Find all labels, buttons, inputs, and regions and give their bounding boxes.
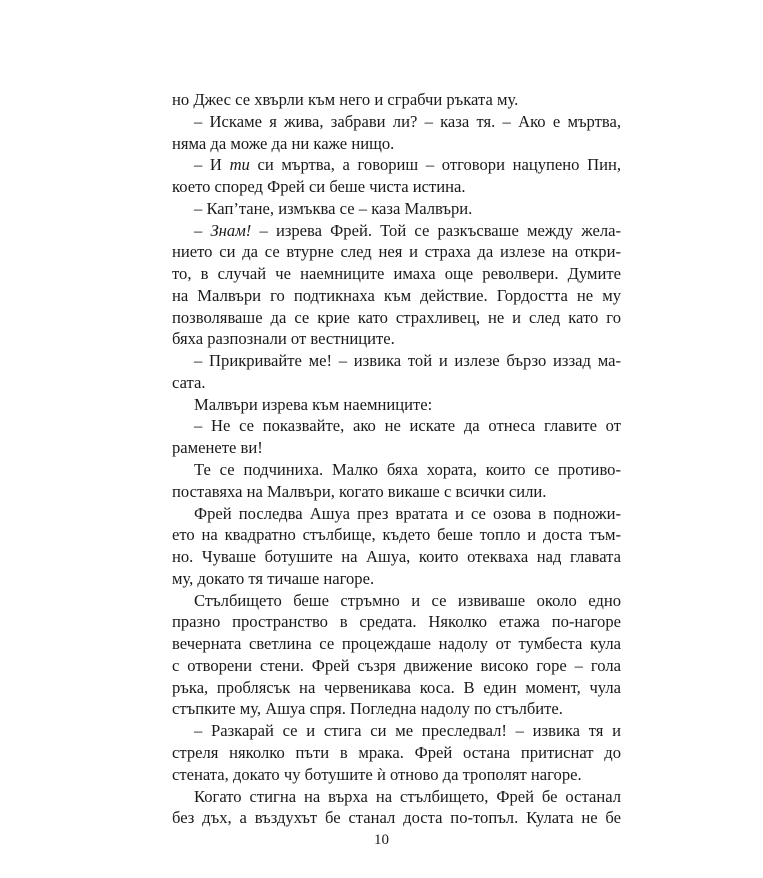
text-line: бяха разпознали от вестниците. — [172, 329, 395, 349]
text-line: Фрей последва Ашуа през вратата и се озова в подножи- — [194, 503, 621, 523]
text-line: Стълбището беше стръмно и се извиваше около едно — [194, 590, 621, 610]
text-line: позволяваше да се крие като страхливец, не и след като го — [172, 307, 621, 327]
text-line: ето на квадратно стълбище, където беше топло и доста тъм- — [172, 525, 621, 545]
text-segment: – изрева Фрей. Той се разкъсваше между жела- — [251, 220, 621, 240]
body-text — [172, 89, 621, 829]
emphasis-text: Знам! — [210, 220, 252, 240]
text-line: стъпките му, Ашуа спря. Погледна надолу по стълбите. — [172, 699, 563, 719]
text-line: вечерната светлина се процеждаше надолу от тумбеста кула — [172, 634, 621, 654]
text-line: раменете ви! — [172, 438, 263, 458]
text-line — [172, 154, 621, 176]
text-line: с отворени стени. Фрей съзря движение високо горе – гола — [172, 655, 621, 675]
text-segment: – — [194, 220, 211, 240]
text-line: на Малвъри го подтикнаха към действие. Гордостта не му — [172, 285, 621, 305]
text-line: няма да може да ни каже нищо. — [172, 133, 395, 153]
text-line: му, докато тя тичаше нагоре. — [172, 568, 375, 588]
text-line: – Не се показвайте, ако не искате да отнеса главите от — [194, 416, 621, 436]
text-line: сата. — [172, 372, 206, 392]
emphasis-text: ти — [229, 155, 250, 175]
text-line: което според Фрей си беше чиста истина. — [172, 177, 466, 197]
text-line: то, в случай че наемниците имаха още револвери. Думите — [172, 264, 621, 284]
text-line: – Разкарай се и стига си ме преследвал! – извика тя и — [194, 721, 621, 741]
text-segment: – И — [194, 155, 230, 175]
text-line: стреля няколко пъти в мрака. Фрей остана притиснат до — [172, 742, 621, 762]
text-line: Те се подчиниха. Малко бяха хората, които се противо- — [194, 460, 621, 480]
text-line: ръка, проблясък на червеникава коса. В един момент, чула — [172, 677, 621, 697]
text-line: но Джес се хвърли към него и сграбчи ръката му. — [172, 90, 519, 109]
text-line: Когато стигна на върха на стълбището, Фрей бе останал — [194, 786, 621, 806]
text-line — [172, 220, 621, 242]
page-number: 10 — [374, 832, 389, 848]
text-line: нието си да се втурне след нея и страха да излезе на откри- — [172, 242, 621, 262]
text-line: стената, докато чу ботушите ѝ отново да трополят нагоре. — [172, 764, 582, 784]
text-line: без дъх, а въздухът бе станал доста по-топъл. Кулата не бе — [172, 808, 621, 828]
text-line: – Искаме я жива, забрави ли? – каза тя. – Ако е мъртва, — [194, 111, 621, 131]
text-line: поставяха на Малвъри, когато викаше с всички сили. — [172, 481, 547, 501]
text-segment: си мъртва, а говориш – отговори нацупено Пин, — [249, 155, 621, 175]
text-line: – Прикривайте ме! – извика той и излезе бързо иззад ма- — [194, 351, 621, 371]
text-line: но. Чуваше ботушите на Ашуа, които отекваха над главата — [172, 547, 621, 567]
text-line: Малвъри изрева към наемниците: — [194, 394, 433, 414]
text-line: – Кап’тане, измъква се – каза Малвъри. — [194, 198, 473, 218]
text-line: празно пространство в средата. Няколко етажа по-нагоре — [172, 612, 621, 632]
